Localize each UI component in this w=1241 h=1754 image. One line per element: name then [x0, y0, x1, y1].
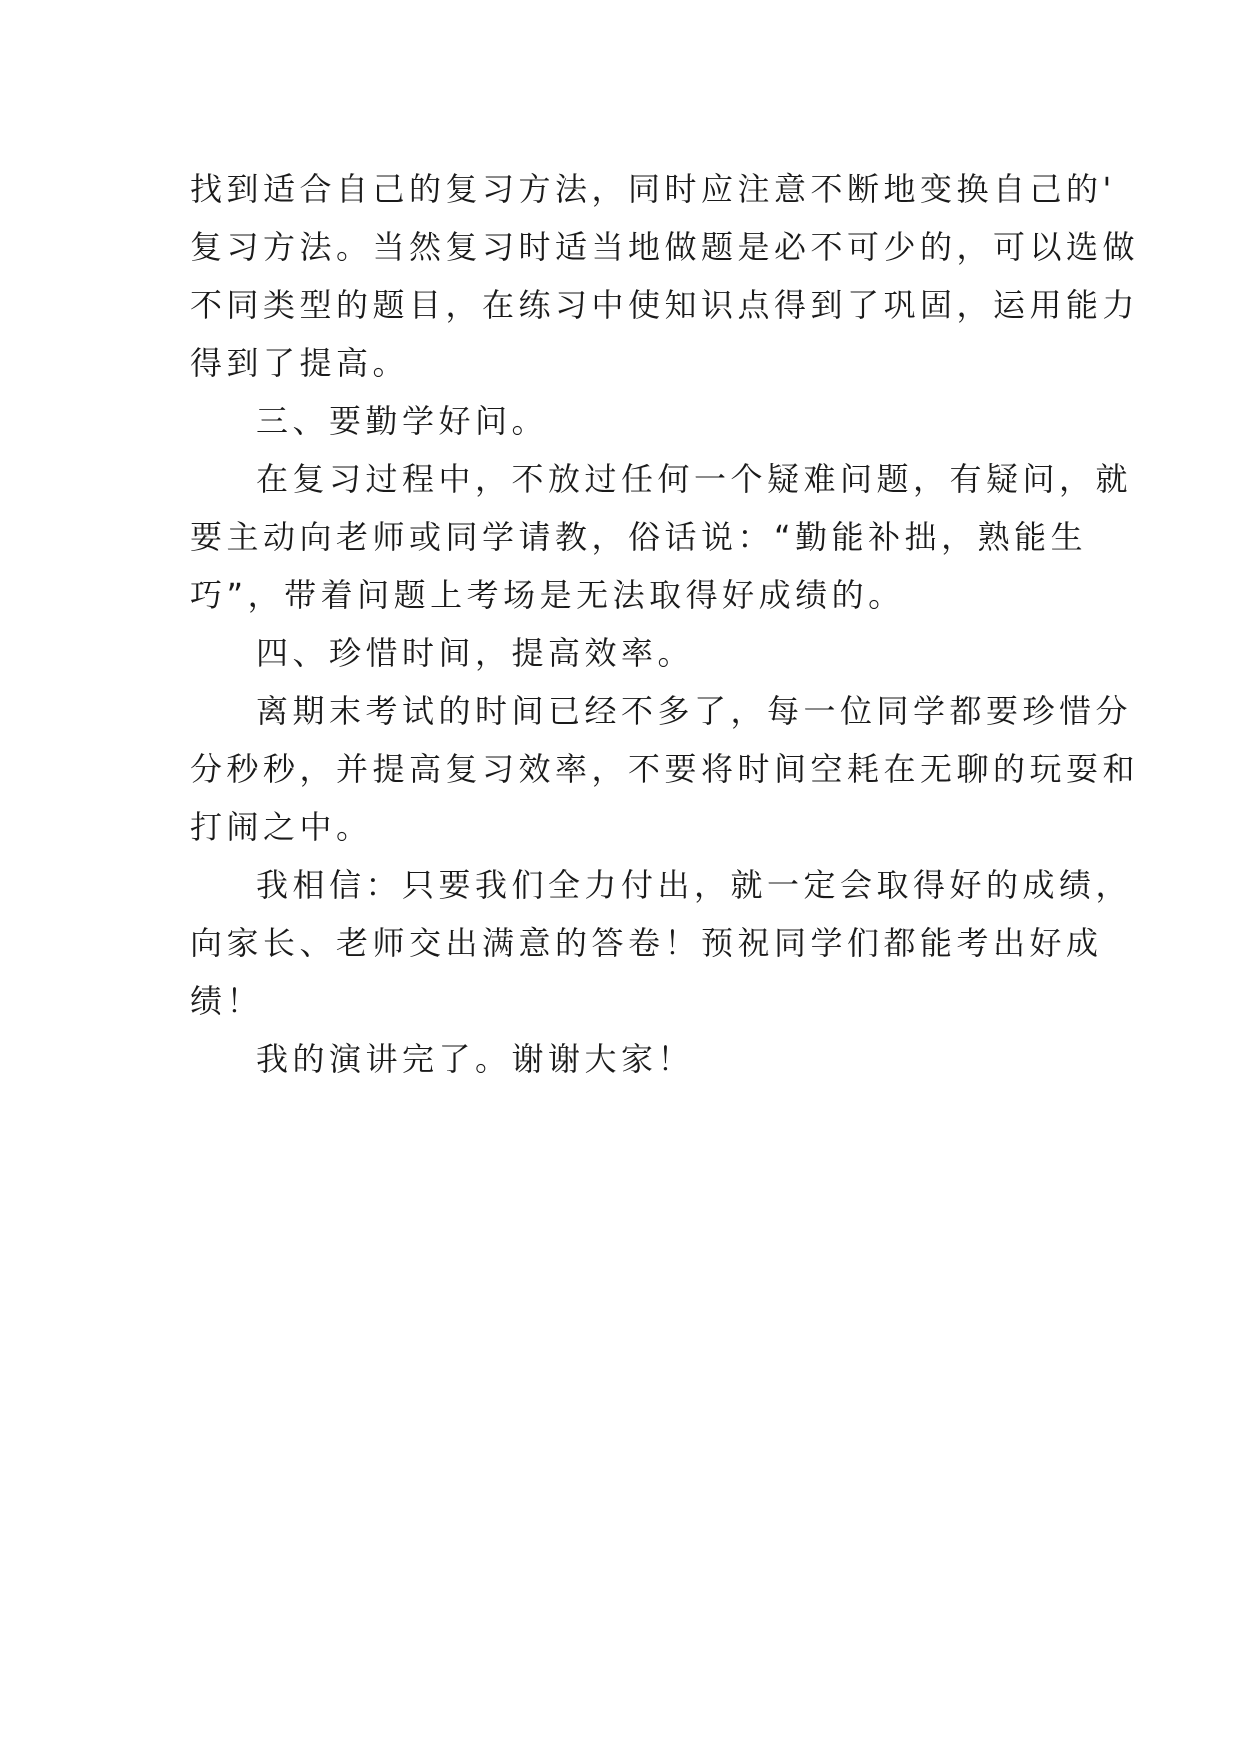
text-line: 不同类型的题目，在练习中使知识点得到了巩固，运用能力: [190, 286, 1140, 324]
text-line: 得到了提高。: [190, 344, 410, 382]
text-line: 打闹之中。: [190, 808, 373, 846]
text-line: 要主动向老师或同学请教，俗话说：“勤能补拙，熟能生: [190, 518, 1088, 556]
text-line: 离期末考试的时间已经不多了，每一位同学都要珍惜分: [256, 692, 1133, 730]
text-line: 绩！: [190, 982, 264, 1020]
section-heading: 三、要勤学好问。: [256, 402, 549, 440]
text-line: 在复习过程中，不放过任何一个疑难问题，有疑问，就: [256, 460, 1133, 498]
text-line: 找到适合自己的复习方法，同时应注意不断地变换自己的': [190, 170, 1116, 208]
text-line: 我相信：只要我们全力付出，就一定会取得好的成绩，: [256, 866, 1133, 904]
body-text: [190, 160, 1140, 1088]
text-line: 向家长、老师交出满意的答卷！预祝同学们都能考出好成: [190, 924, 1103, 962]
text-line: 分秒秒，并提高复习效率，不要将时间空耗在无聊的玩耍和: [190, 750, 1140, 788]
text-line: 复习方法。当然复习时适当地做题是必不可少的，可以选做: [190, 228, 1140, 266]
section-heading: 四、珍惜时间，提高效率。: [256, 634, 695, 672]
text-line: 巧”，带着问题上考场是无法取得好成绩的。: [190, 576, 905, 614]
closing-line: 我的演讲完了。谢谢大家！: [256, 1040, 695, 1078]
